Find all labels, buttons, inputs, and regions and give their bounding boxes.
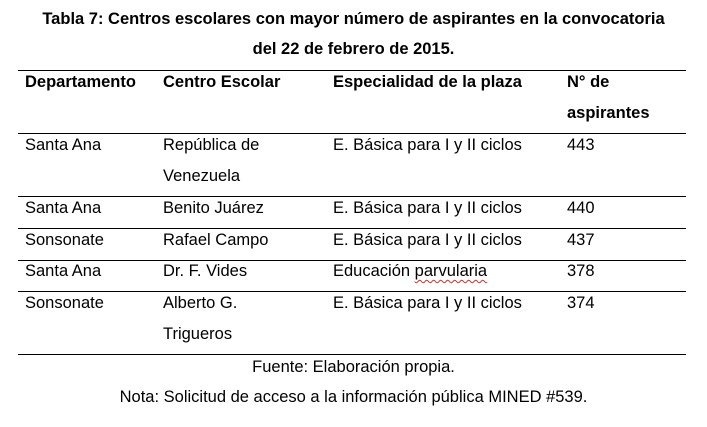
header-aspirantes-line-2: aspirantes (567, 104, 650, 122)
cell-centro-line-1: República de (163, 136, 260, 154)
cell-centro-line-1: Dr. F. Vides (163, 262, 248, 280)
cell-especialidad: E. Básica para I y II ciclos (333, 231, 522, 249)
header-centro-escolar: Centro Escolar (163, 73, 281, 91)
cell-aspirantes: 440 (567, 199, 595, 217)
cell-departamento: Santa Ana (25, 262, 102, 280)
header-especialidad: Especialidad de la plaza (333, 73, 522, 91)
table-title-line-2: del 22 de febrero de 2015. (252, 40, 455, 58)
cell-centro-line-2: Venezuela (163, 167, 241, 185)
header-aspirantes-line-1: N° de (567, 73, 610, 91)
cell-centro-line-1: Rafael Campo (163, 231, 269, 249)
cell-especialidad (333, 256, 487, 287)
cell-especialidad: E. Básica para I y II ciclos (333, 199, 522, 217)
spellcheck-flagged-word: parvularia (414, 262, 488, 280)
cell-centro-line-1: Alberto G. (163, 294, 238, 312)
cell-aspirantes: 437 (567, 231, 595, 249)
cell-aspirantes: 443 (567, 136, 595, 154)
cell-centro-line-2: Trigueros (163, 325, 233, 343)
cell-aspirantes: 378 (567, 262, 595, 280)
cell-especialidad: E. Básica para I y II ciclos (333, 136, 522, 154)
header-departamento: Departamento (25, 73, 136, 91)
footnote: Nota: Solicitud de acceso a la información pública MINED #539. (119, 388, 588, 406)
cell-departamento: Santa Ana (25, 199, 102, 217)
table-title-line-1: Tabla 7: Centros escolares con mayor número de aspirantes en la convocatoria (42, 10, 665, 28)
cell-centro-line-1: Benito Juárez (163, 199, 264, 217)
table-bottom-rule (18, 354, 686, 355)
cell-departamento: Santa Ana (25, 136, 102, 154)
cell-departamento: Sonsonate (25, 294, 104, 312)
source-note: Fuente: Elaboración propia. (252, 358, 455, 376)
cell-especialidad-part-1: Educación (333, 262, 415, 280)
cell-especialidad: E. Básica para I y II ciclos (333, 294, 522, 312)
cell-aspirantes: 374 (567, 294, 595, 312)
cell-departamento: Sonsonate (25, 231, 104, 249)
